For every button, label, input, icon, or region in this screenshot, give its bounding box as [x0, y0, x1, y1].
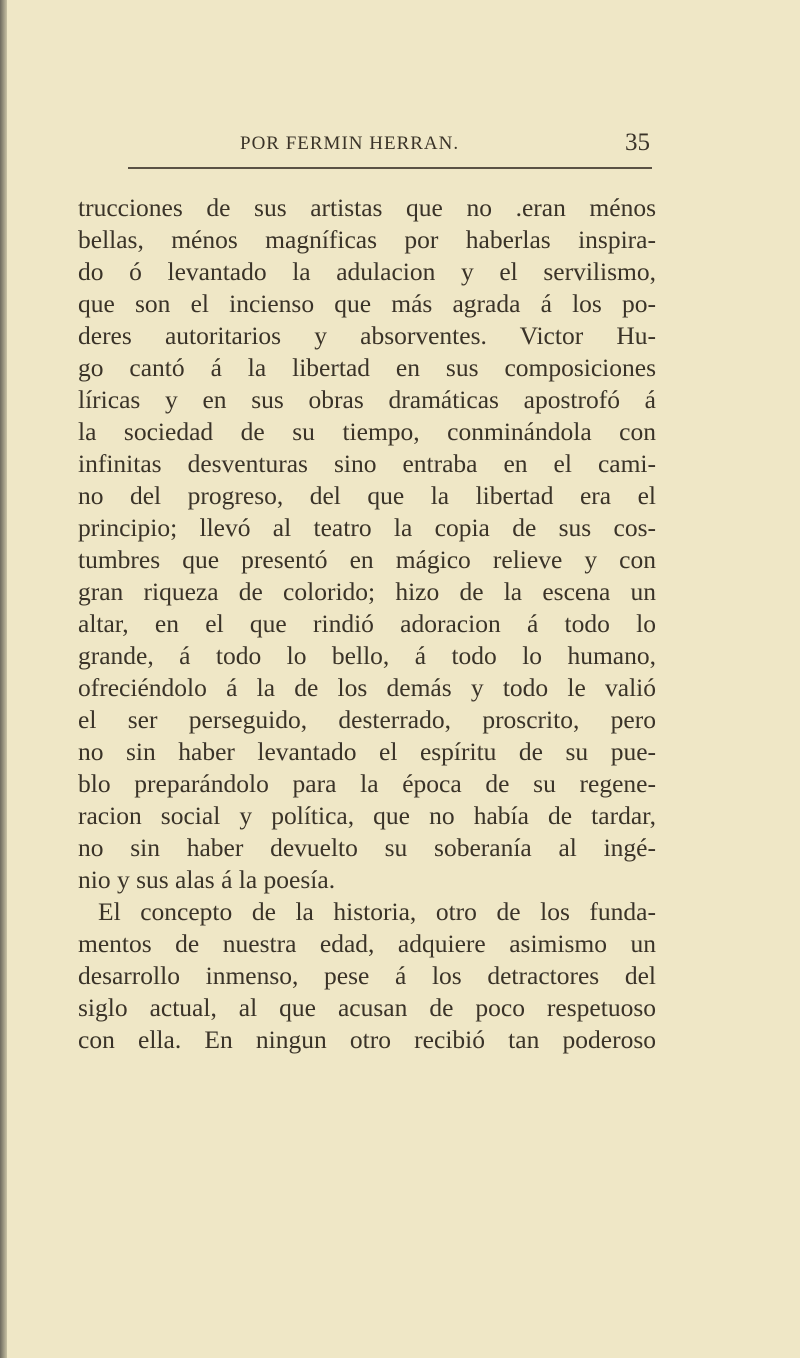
text-line: tumbres que presentó en mágico relieve y con	[78, 545, 656, 574]
text-line: deres autoritarios y absorventes. Victor Hu-	[78, 321, 656, 350]
text-line: infinitas desventuras sino entraba en el cami-	[78, 449, 656, 478]
text-line: desarrollo inmenso, pese á los detractores del	[78, 961, 656, 990]
text-line: racion social y política, que no había de tardar,	[78, 801, 656, 830]
text-line: gran riqueza de colorido; hizo de la escena un	[78, 577, 656, 606]
text-line: el ser perseguido, desterrado, proscrito, pero	[78, 705, 656, 734]
page-binding-edge	[0, 0, 7, 1358]
text-line: blo preparándolo para la época de su regene-	[78, 769, 656, 798]
text-line: líricas y en sus obras dramáticas apostrofó á	[78, 385, 656, 414]
body-text	[78, 192, 656, 1056]
text-line: ofreciéndolo á la de los demás y todo le valió	[78, 673, 656, 702]
text-line: trucciones de sus artistas que no .eran ménos	[78, 193, 656, 222]
text-line: que son el incienso que más agrada á los po-	[78, 289, 656, 318]
text-line: El concepto de la historia, otro de los funda-	[98, 897, 656, 926]
text-line: no sin haber levantado el espíritu de su pue-	[78, 737, 656, 766]
text-line: siglo actual, al que acusan de poco respetuoso	[78, 993, 656, 1022]
text-line: bellas, ménos magníficas por haberlas inspira-	[78, 225, 656, 254]
text-line: con ella. En ningun otro recibió tan poderoso	[78, 1025, 656, 1054]
header-rule	[128, 167, 652, 169]
running-title: POR FERMIN HERRAN.	[240, 133, 460, 154]
text-line: go cantó á la libertad en sus composiciones	[78, 353, 656, 382]
text-line: altar, en el que rindió adoracion á todo lo	[78, 609, 656, 638]
running-header	[128, 131, 652, 161]
text-line: principio; llevó al teatro la copia de sus cos-	[78, 513, 656, 542]
text-line: grande, á todo lo bello, á todo lo humano,	[78, 641, 656, 670]
text-line: do ó levantado la adulacion y el servilismo,	[78, 257, 656, 286]
text-line: no sin haber devuelto su soberanía al ingé-	[78, 833, 656, 862]
text-line: nio y sus alas á la poesía.	[78, 865, 336, 894]
page-number: 35	[625, 129, 650, 156]
text-line: mentos de nuestra edad, adquiere asimismo un	[78, 929, 656, 958]
text-line: la sociedad de su tiempo, conminándola con	[78, 417, 656, 446]
text-line: no del progreso, del que la libertad era el	[78, 481, 656, 510]
